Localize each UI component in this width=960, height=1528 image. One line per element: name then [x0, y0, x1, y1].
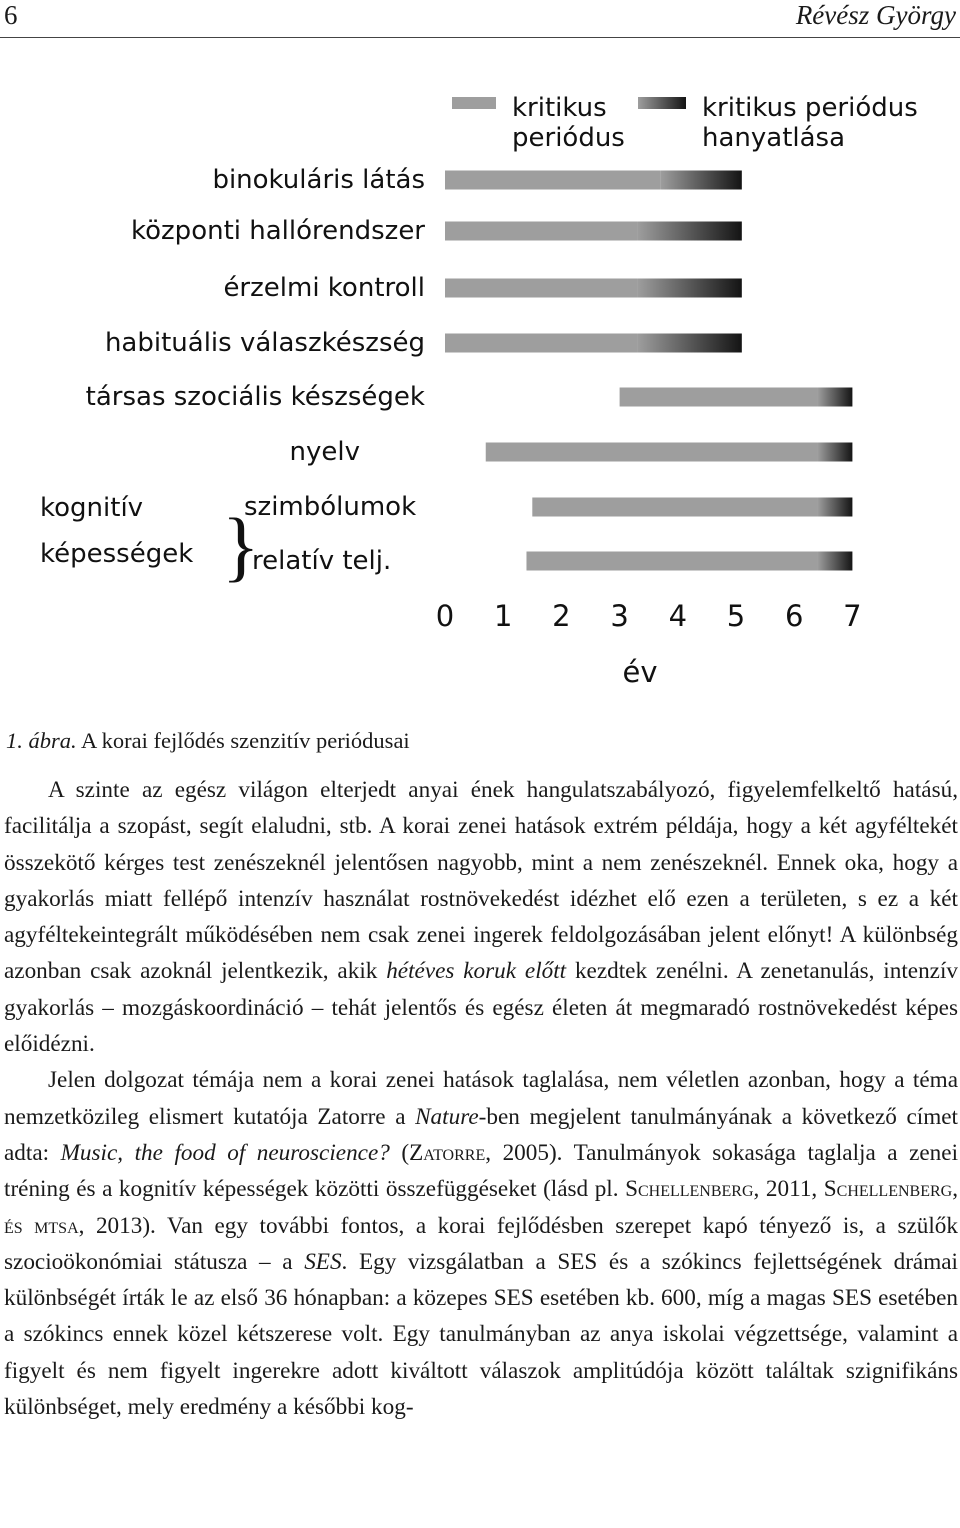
x-tick-label: 6: [784, 599, 804, 633]
x-tick-labels: [436, 599, 862, 633]
bar-critical: [445, 279, 637, 298]
category-label: binokuláris látás: [212, 165, 425, 195]
bar-fading: [817, 498, 852, 517]
bar-fading: [637, 222, 742, 241]
p1-text-a: A szinte az egész világon elterjedt anyai ének hangulatszabályozó, figyelemfelkeltő hatású, facilitálja a szopást, segít elaludni, stb. A korai zenei hatások extrém példája, hogy a két agyféltekét összekötő kérges test zenészeknél jelentősen nagyobb, mint a nem zenészeknél. Ennek oka, hogy a gyakorlás miatt fellépő intenzív használat rostnövekedést idézhet elő ezen a területen, s ez a két agyféltekeintegrált működésében nem csak zenei ingerek feldolgozásában jelent előnyt! A különbség azonban csak azoknál jelentkezik, akik: [4, 777, 958, 985]
p1-text-b: kezdtek zenélni. A zenetanulás, intenzív gyakorlás – mozgáskoordináció – tehát jelentős és egész életen át megmaradó rostnövekedést képes előidézni.: [4, 958, 958, 1058]
header-rule: [0, 37, 960, 38]
bar-critical: [532, 498, 817, 517]
category-label: központi hallórendszer: [131, 216, 425, 246]
category-label: szimbólumok: [244, 492, 417, 522]
x-tick-label: 3: [610, 599, 629, 633]
group-label-cognitive: kognitív képességek: [40, 493, 194, 569]
category-label: nyelv: [289, 437, 360, 467]
legend-critical-swatch: [452, 97, 496, 109]
x-tick-label: 5: [726, 599, 746, 633]
p1-emphasis: hétéves koruk előtt: [386, 958, 567, 985]
p2-text-d: , 2005). Tanulmányok sokasága taglalja a zenei tréning és a kognitív képességek közötti összefüggéseket (lásd pl.: [4, 1139, 959, 1203]
legend-critical-label: kritikus periódus: [512, 93, 625, 153]
x-tick-label: 7: [843, 599, 862, 633]
body-text: [4, 772, 958, 1425]
citation-schellenberg-2011: Schellenberg: [625, 1176, 754, 1203]
figure-caption: [6, 728, 410, 754]
figure-caption-text: A korai fejlődés szenzitív periódusai: [76, 728, 410, 753]
p2-text-e: , 2011,: [753, 1176, 824, 1203]
x-tick-label: 1: [493, 599, 513, 633]
p2-text-f: , 2013). Van egy további fontos, a korai fejlődésben szerepet kapó tényező is, a szülők szocioökonómiai státusza – a: [4, 1212, 958, 1275]
p2-text-b: -ben megjelent tanulmányának a következő címet adta:: [4, 1103, 958, 1166]
page-number: 6: [4, 0, 18, 30]
x-tick-label: 4: [668, 599, 688, 633]
legend-fading-label: kritikus periódus hanyatlása: [702, 93, 918, 153]
bar-fading: [660, 171, 741, 190]
category-label: társas szociális készségek: [85, 382, 425, 412]
category-label: relatív telj.: [252, 546, 392, 576]
running-head-author: Révész György: [795, 0, 956, 30]
article-title: Music, the food of neuroscience?: [60, 1139, 390, 1166]
paragraph-1: [4, 772, 958, 1062]
p2-text-c: (: [389, 1139, 410, 1166]
x-tick-label: 0: [435, 599, 455, 633]
p2-text-a: Jelen dolgozat témája nem a korai zenei hatások taglalása, nem véletlen azonban, hogy a téma nemzetközileg elismert kutatója Zatorre a: [4, 1067, 958, 1130]
x-tick-label: 2: [552, 599, 571, 633]
citation-zatorre: Zatorre: [409, 1139, 486, 1166]
bar-fading: [817, 552, 852, 571]
ses-term: SES: [304, 1248, 342, 1275]
group-brace: }: [222, 502, 260, 589]
category-label: habituális válaszkészség: [104, 328, 425, 358]
bar-critical: [486, 443, 818, 462]
bars: [445, 171, 852, 571]
page-header: [0, 0, 960, 38]
bar-fading: [637, 279, 742, 298]
legend-fading-swatch: [638, 97, 686, 109]
bar-fading: [817, 388, 852, 407]
journal-name: Nature: [415, 1103, 479, 1130]
p2-text-g: . Egy vizsgálatban a SES és a szókincs fejlettségének drámai különbségét írták le az első 36 hónapban: a közepes SES esetében kb. 600, míg a magas SES esetében a szókincs ennek közel kétszerese volt. Egy tanulmányban az anya iskolai végzettsége, valamint a figyelt és nem figyelt ingerekre adott kiváltott válaszok amplitúdója között találtak szignifikáns különbséget, mely eredmény a későbbi kog-: [4, 1248, 958, 1421]
bar-critical: [445, 334, 637, 353]
bar-fading: [817, 443, 852, 462]
x-axis-label: év: [622, 655, 658, 689]
bar-critical: [445, 171, 660, 190]
bar-critical: [526, 552, 817, 571]
category-label: érzelmi kontroll: [223, 273, 425, 303]
citation-schellenberg-2013: Schellenberg, és mtsa: [4, 1176, 959, 1239]
bar-critical: [620, 388, 818, 407]
bar-fading: [637, 334, 742, 353]
sensitive-periods-chart: [0, 80, 960, 695]
paragraph-2: [4, 1062, 958, 1425]
figure-caption-label: 1. ábra.: [6, 728, 77, 753]
bar-critical: [445, 222, 637, 241]
